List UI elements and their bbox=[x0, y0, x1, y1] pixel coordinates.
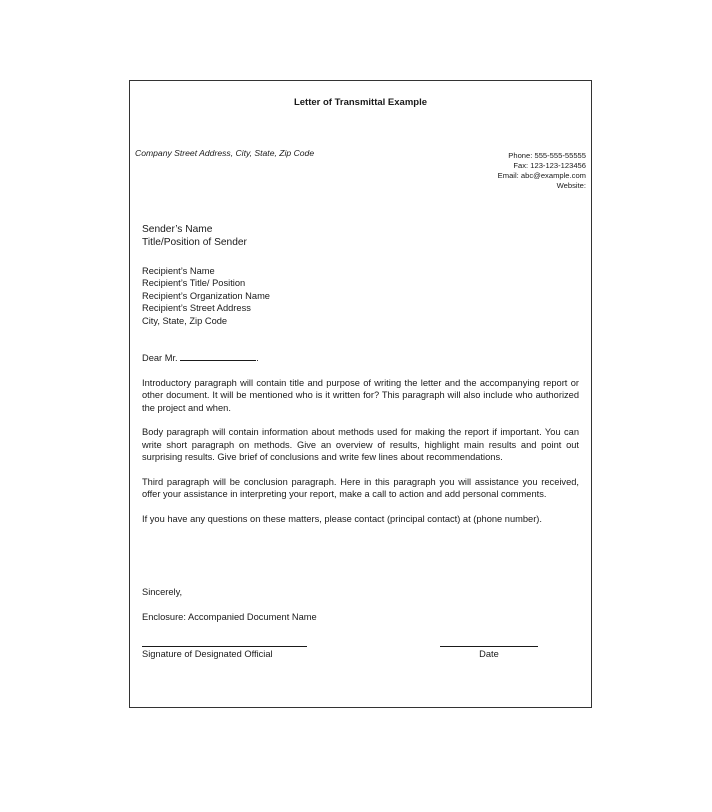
paragraph-conclusion: Third paragraph will be conclusion paragraph. Here in this paragraph you will assistance you received, offer your assistance in interpreting your report, make a call to action and add personal comments. bbox=[142, 477, 579, 500]
recipient-street: Recipient’s Street Address bbox=[142, 303, 251, 314]
email-line: Email: abc@example.com bbox=[497, 171, 586, 180]
phone-line: Phone: 555-555-55555 bbox=[508, 151, 586, 160]
paragraph-contact: If you have any questions on these matters, please contact (principal contact) at (phone number). bbox=[142, 514, 542, 525]
letter-page bbox=[129, 80, 592, 708]
fax-line: Fax: 123-123-123456 bbox=[513, 161, 586, 170]
letter-body bbox=[142, 351, 579, 538]
recipient-name: Recipient’s Name bbox=[142, 266, 215, 276]
signature-label: Signature of Designated Official bbox=[142, 649, 273, 659]
signature-line bbox=[142, 646, 307, 647]
salutation-blank-line bbox=[180, 351, 256, 361]
paragraph-introduction: Introductory paragraph will contain title and purpose of writing the letter and the accompanying report or other document. It will be mentioned who is it written for? This paragraph will also include who authorized the project and when. bbox=[142, 377, 579, 413]
date-line bbox=[440, 646, 538, 647]
salutation-punctuation: . bbox=[256, 353, 259, 363]
paragraph-body: Body paragraph will contain information about methods used for making the report if important. You can write short paragraph on methods. Give an overview of results, highlight main results and point out surprising results. Give brief of conclusions and write few lines about recommendations. bbox=[142, 427, 579, 463]
recipient-city: City, State, Zip Code bbox=[142, 315, 228, 326]
enclosure-text: Enclosure: Accompanied Document Name bbox=[142, 611, 317, 622]
closing-block bbox=[142, 586, 317, 623]
sender-block bbox=[142, 223, 247, 249]
document-title: Letter of Transmittal Example bbox=[293, 97, 428, 108]
salutation-text: Dear Mr. bbox=[142, 353, 178, 363]
salutation bbox=[142, 351, 579, 364]
sender-title: Title/Position of Sender bbox=[142, 237, 247, 248]
sender-name: Sender’s Name bbox=[142, 224, 213, 235]
company-address: Company Street Address, City, State, Zip Code bbox=[135, 148, 315, 158]
date-label: Date bbox=[479, 649, 499, 659]
recipient-organization: Recipient’s Organization Name bbox=[142, 290, 270, 301]
recipient-block bbox=[142, 265, 270, 327]
website-line: Website: bbox=[556, 181, 586, 190]
contact-block bbox=[498, 151, 586, 191]
recipient-title: Recipient’s Title/ Position bbox=[142, 278, 246, 289]
closing-text: Sincerely, bbox=[142, 587, 183, 597]
